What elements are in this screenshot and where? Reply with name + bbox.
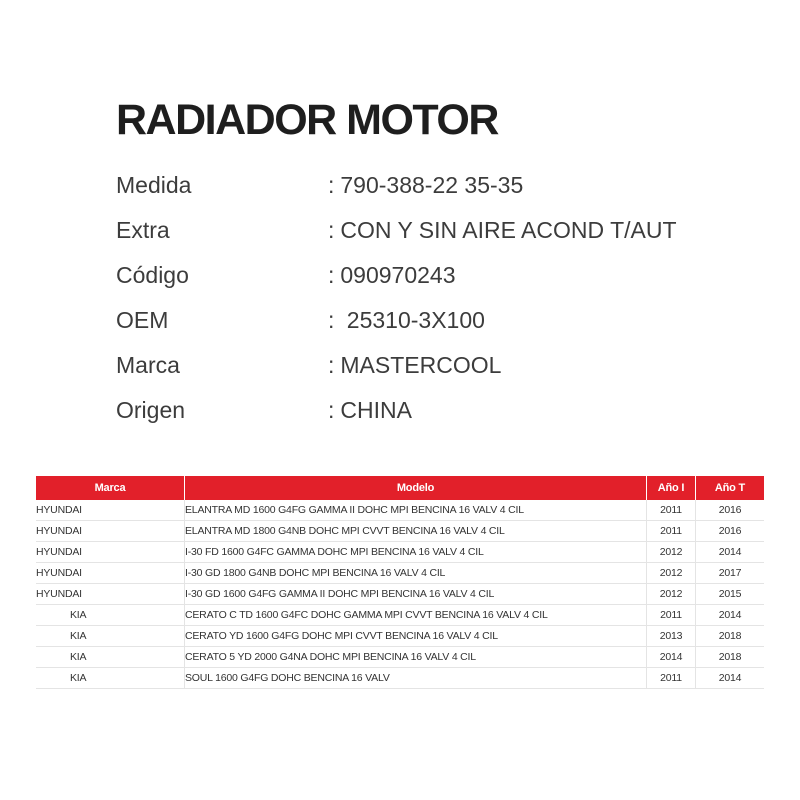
spec-value [328, 343, 501, 388]
compatibility-table [36, 476, 764, 689]
table-row [36, 668, 764, 689]
spec-value-text: 090970243 [340, 262, 456, 288]
cell-anio-t: 2018 [696, 626, 764, 647]
compatibility-table-wrapper [36, 476, 764, 689]
spec-value [328, 208, 677, 253]
spec-row-oem [116, 298, 716, 343]
cell-marca: KIA [36, 647, 185, 668]
cell-marca: HYUNDAI [36, 542, 185, 563]
cell-modelo: ELANTRA MD 1600 G4FG GAMMA II DOHC MPI BENCINA 16 VALV 4 CIL [185, 500, 647, 521]
spec-value-text: 25310-3X100 [340, 307, 485, 333]
cell-marca: HYUNDAI [36, 563, 185, 584]
cell-modelo: SOUL 1600 G4FG DOHC BENCINA 16 VALV [185, 668, 647, 689]
spec-colon: : [328, 217, 335, 243]
spec-colon: : [328, 262, 335, 288]
column-header-anio-t: Año T [696, 476, 764, 500]
spec-value-text: MASTERCOOL [340, 352, 502, 378]
table-row [36, 500, 764, 521]
cell-anio-t: 2016 [696, 521, 764, 542]
table-row [36, 584, 764, 605]
cell-modelo: CERATO 5 YD 2000 G4NA DOHC MPI BENCINA 16 VALV 4 CIL [185, 647, 647, 668]
spec-value [328, 253, 456, 298]
cell-marca: HYUNDAI [36, 584, 185, 605]
table-row [36, 626, 764, 647]
spec-colon: : [328, 352, 335, 378]
cell-marca: HYUNDAI [36, 500, 185, 521]
product-title: RADIADOR MOTOR [116, 96, 498, 144]
cell-anio-t: 2015 [696, 584, 764, 605]
cell-marca: KIA [36, 626, 185, 647]
column-header-marca: Marca [36, 476, 185, 500]
cell-anio-i: 2012 [647, 584, 696, 605]
cell-anio-t: 2014 [696, 542, 764, 563]
table-row [36, 542, 764, 563]
spec-row-extra [116, 208, 716, 253]
spec-list [116, 163, 716, 433]
spec-label: Extra [116, 217, 170, 243]
cell-modelo: I-30 FD 1600 G4FC GAMMA DOHC MPI BENCINA 16 VALV 4 CIL [185, 542, 647, 563]
cell-modelo: CERATO YD 1600 G4FG DOHC MPI CVVT BENCINA 16 VALV 4 CIL [185, 626, 647, 647]
spec-colon: : [328, 172, 335, 198]
spec-value-text: CON Y SIN AIRE ACOND T/AUT [340, 217, 677, 243]
spec-label: Medida [116, 172, 192, 198]
spec-value [328, 163, 523, 208]
cell-anio-i: 2012 [647, 542, 696, 563]
spec-label: Marca [116, 352, 180, 378]
spec-colon: : [328, 397, 335, 423]
cell-marca: KIA [36, 668, 185, 689]
spec-row-origen [116, 388, 716, 433]
spec-value [328, 298, 485, 343]
cell-anio-i: 2011 [647, 500, 696, 521]
cell-modelo: CERATO C TD 1600 G4FC DOHC GAMMA MPI CVVT BENCINA 16 VALV 4 CIL [185, 605, 647, 626]
table-row [36, 605, 764, 626]
spec-row-codigo [116, 253, 716, 298]
column-header-modelo: Modelo [185, 476, 647, 500]
spec-label: Origen [116, 397, 186, 423]
table-row [36, 521, 764, 542]
cell-marca: KIA [36, 605, 185, 626]
cell-modelo: I-30 GD 1800 G4NB DOHC MPI BENCINA 16 VALV 4 CIL [185, 563, 647, 584]
column-header-anio-i: Año I [647, 476, 696, 500]
spec-row-medida [116, 163, 716, 208]
cell-anio-t: 2016 [696, 500, 764, 521]
table-row [36, 563, 764, 584]
spec-value-text: CHINA [340, 397, 412, 423]
cell-anio-i: 2011 [647, 521, 696, 542]
cell-modelo: I-30 GD 1600 G4FG GAMMA II DOHC MPI BENCINA 16 VALV 4 CIL [185, 584, 647, 605]
spec-colon: : [328, 307, 335, 333]
table-header-row [36, 476, 764, 500]
cell-anio-t: 2014 [696, 668, 764, 689]
cell-anio-t: 2017 [696, 563, 764, 584]
cell-marca: HYUNDAI [36, 521, 185, 542]
cell-anio-i: 2011 [647, 605, 696, 626]
table-row [36, 647, 764, 668]
spec-value-text: 790-388-22 35-35 [340, 172, 524, 198]
spec-row-marca [116, 343, 716, 388]
cell-modelo: ELANTRA MD 1800 G4NB DOHC MPI CVVT BENCINA 16 VALV 4 CIL [185, 521, 647, 542]
cell-anio-i: 2012 [647, 563, 696, 584]
cell-anio-i: 2014 [647, 647, 696, 668]
cell-anio-t: 2014 [696, 605, 764, 626]
spec-value [328, 388, 412, 433]
spec-label: OEM [116, 307, 169, 333]
cell-anio-i: 2013 [647, 626, 696, 647]
cell-anio-t: 2018 [696, 647, 764, 668]
cell-anio-i: 2011 [647, 668, 696, 689]
spec-label: Código [116, 262, 189, 288]
